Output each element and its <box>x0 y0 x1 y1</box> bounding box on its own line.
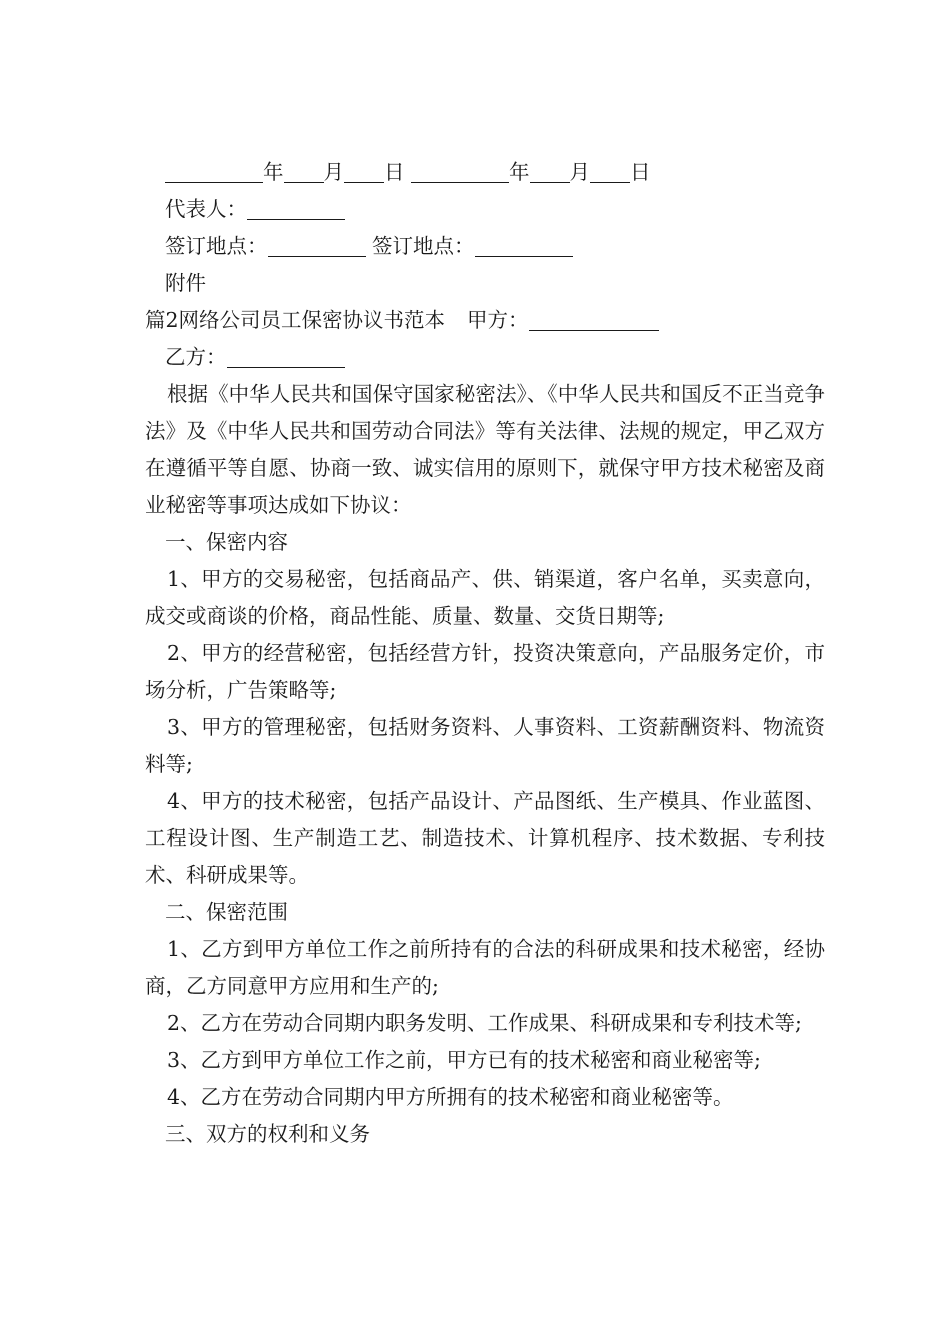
year-blank-a <box>165 160 263 183</box>
section-1-item-2: 2、甲方的经营秘密，包括经营方针，投资决策意向，产品服务定价，市场分析，广告策略等; <box>145 641 825 702</box>
party-a-label: 甲方： <box>467 308 529 332</box>
party-b-label: 乙方： <box>165 345 227 369</box>
section-1-item-1: 1、甲方的交易秘密，包括商品产、供、销渠道，客户名单，买卖意向，成交或商谈的价格，商品性能、质量、数量、交货日期等; <box>145 567 825 628</box>
signing-place-blank-a <box>268 234 366 257</box>
section-2-heading: 二、保密范围 <box>165 900 288 924</box>
representative-line <box>145 191 825 228</box>
year-blank-b <box>411 160 509 183</box>
month-label-a: 月 <box>323 160 344 184</box>
representative-label: 代表人： <box>165 197 247 221</box>
preamble-paragraph: 根据《中华人民共和国保守国家秘密法》、《中华人民共和国反不正当竞争法》及《中华人民共和国劳动合同法》等有关法律、法规的规定，甲乙双方在遵循平等自愿、协商一致、诚实信用的原则下，就保守甲方技术秘密及商业秘密等事项达成如下协议： <box>145 382 825 517</box>
signing-place-line <box>145 228 825 265</box>
section-1-item-3: 3、甲方的管理秘密，包括财务资料、人事资料、工资薪酬资料、物流资料等; <box>145 715 825 776</box>
chapter-title-line <box>145 302 825 339</box>
date-line <box>145 154 825 191</box>
attachment-label: 附件 <box>165 271 206 295</box>
year-label-a: 年 <box>263 160 284 184</box>
day-blank-b <box>590 160 630 183</box>
day-blank-a <box>344 160 384 183</box>
month-blank-a <box>284 160 324 183</box>
representative-blank <box>247 197 345 220</box>
signing-place-blank-b <box>475 234 573 257</box>
month-blank-b <box>530 160 570 183</box>
section-2-item-1: 1、乙方到甲方单位工作之前所持有的合法的科研成果和技术秘密，经协商，乙方同意甲方应用和生产的; <box>145 937 825 998</box>
section-3-heading: 三、双方的权利和义务 <box>165 1122 370 1146</box>
month-label-b: 月 <box>569 160 591 184</box>
party-a-blank <box>529 308 659 331</box>
section-2-item-3: 3、乙方到甲方单位工作之前，甲方已有的技术秘密和商业秘密等; <box>167 1048 761 1072</box>
signing-place-label-a: 签订地点： <box>165 234 268 258</box>
party-b-line <box>145 339 825 376</box>
signing-place-label-b: 签订地点： <box>372 234 475 258</box>
section-1-item-4: 4、甲方的技术秘密，包括产品设计、产品图纸、生产模具、作业蓝图、工程设计图、生产制造工艺、制造技术、计算机程序、技术数据、专利技术、科研成果等。 <box>145 789 825 887</box>
day-label-a: 日 <box>384 160 405 184</box>
section-2-item-4: 4、乙方在劳动合同期内甲方所拥有的技术秘密和商业秘密等。 <box>167 1085 734 1109</box>
section-2-item-2: 2、乙方在劳动合同期内职务发明、工作成果、科研成果和专利技术等; <box>167 1011 802 1035</box>
section-1-heading: 一、保密内容 <box>165 530 288 554</box>
day-label-b: 日 <box>630 160 651 184</box>
document-page <box>145 154 825 1153</box>
chapter-title: 篇2网络公司员工保密协议书范本 <box>145 308 446 332</box>
party-b-blank <box>227 345 345 368</box>
year-label-b: 年 <box>509 160 530 184</box>
